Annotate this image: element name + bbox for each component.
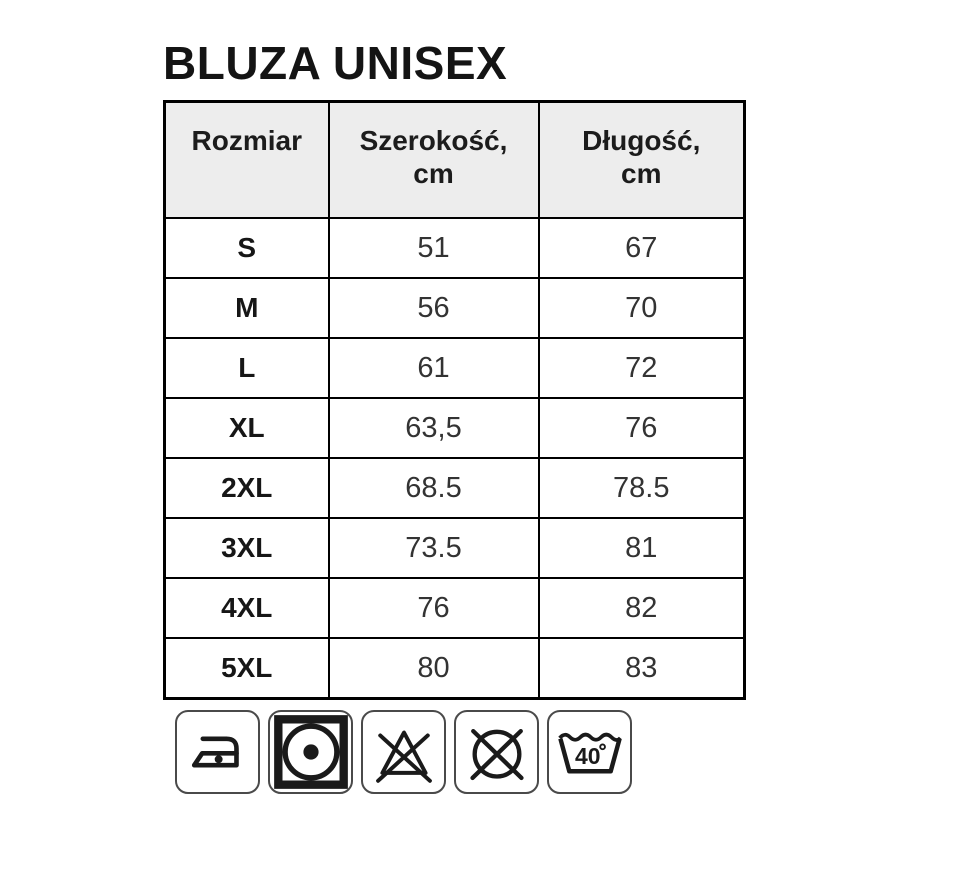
width-cell: 76 <box>329 578 539 638</box>
length-cell: 72 <box>539 338 745 398</box>
size-cell: 3XL <box>165 518 329 578</box>
tumble-dry-low-icon <box>273 714 349 790</box>
water-line <box>559 735 620 740</box>
page-title: BLUZA UNISEX <box>163 37 508 89</box>
width-cell: 61 <box>329 338 539 398</box>
degree-mark <box>600 744 605 749</box>
do-not-bleach-icon <box>368 716 440 788</box>
header-sublabel: cm <box>621 158 662 189</box>
care-tile-no-bleach <box>361 710 446 794</box>
header-cell-size <box>165 102 329 219</box>
table-row <box>165 218 745 278</box>
header-label: Szerokość, <box>359 125 508 156</box>
table-row <box>165 278 745 338</box>
header-cell-width <box>329 102 539 219</box>
length-cell: 82 <box>539 578 745 638</box>
width-cell: 68.5 <box>329 458 539 518</box>
width-cell: 80 <box>329 638 539 699</box>
size-cell: 5XL <box>165 638 329 699</box>
header-label: Rozmiar <box>191 125 302 156</box>
table-row <box>165 338 745 398</box>
length-cell: 76 <box>539 398 745 458</box>
size-cell: 4XL <box>165 578 329 638</box>
length-cell: 81 <box>539 518 745 578</box>
header-label: Długość, <box>582 125 701 156</box>
table-row <box>165 638 745 699</box>
length-cell: 78.5 <box>539 458 745 518</box>
tumble-dry-dot <box>303 744 318 759</box>
width-cell: 73.5 <box>329 518 539 578</box>
table-row <box>165 518 745 578</box>
care-tile-iron <box>175 710 260 794</box>
table-header-row <box>165 102 745 219</box>
care-tile-wash-40 <box>547 710 632 794</box>
table-row <box>165 458 745 518</box>
size-cell: S <box>165 218 329 278</box>
table-row <box>165 398 745 458</box>
length-cell: 67 <box>539 218 745 278</box>
width-cell: 51 <box>329 218 539 278</box>
table-row <box>165 578 745 638</box>
length-cell: 83 <box>539 638 745 699</box>
size-table <box>163 100 746 700</box>
iron-dot <box>214 755 222 763</box>
width-cell: 63,5 <box>329 398 539 458</box>
wash-temperature-label: 40 <box>574 742 601 769</box>
size-cell: M <box>165 278 329 338</box>
size-cell: XL <box>165 398 329 458</box>
size-cell: L <box>165 338 329 398</box>
care-icons-row <box>175 710 632 794</box>
iron-low-icon <box>185 719 251 785</box>
width-cell: 56 <box>329 278 539 338</box>
header-cell-length <box>539 102 745 219</box>
length-cell: 70 <box>539 278 745 338</box>
care-tile-no-dry-clean <box>454 710 539 794</box>
do-not-dry-clean-icon <box>461 716 533 788</box>
care-tile-tumble-dry <box>268 710 353 794</box>
wash-40-icon <box>553 715 627 789</box>
size-cell: 2XL <box>165 458 329 518</box>
header-sublabel: cm <box>413 158 454 189</box>
